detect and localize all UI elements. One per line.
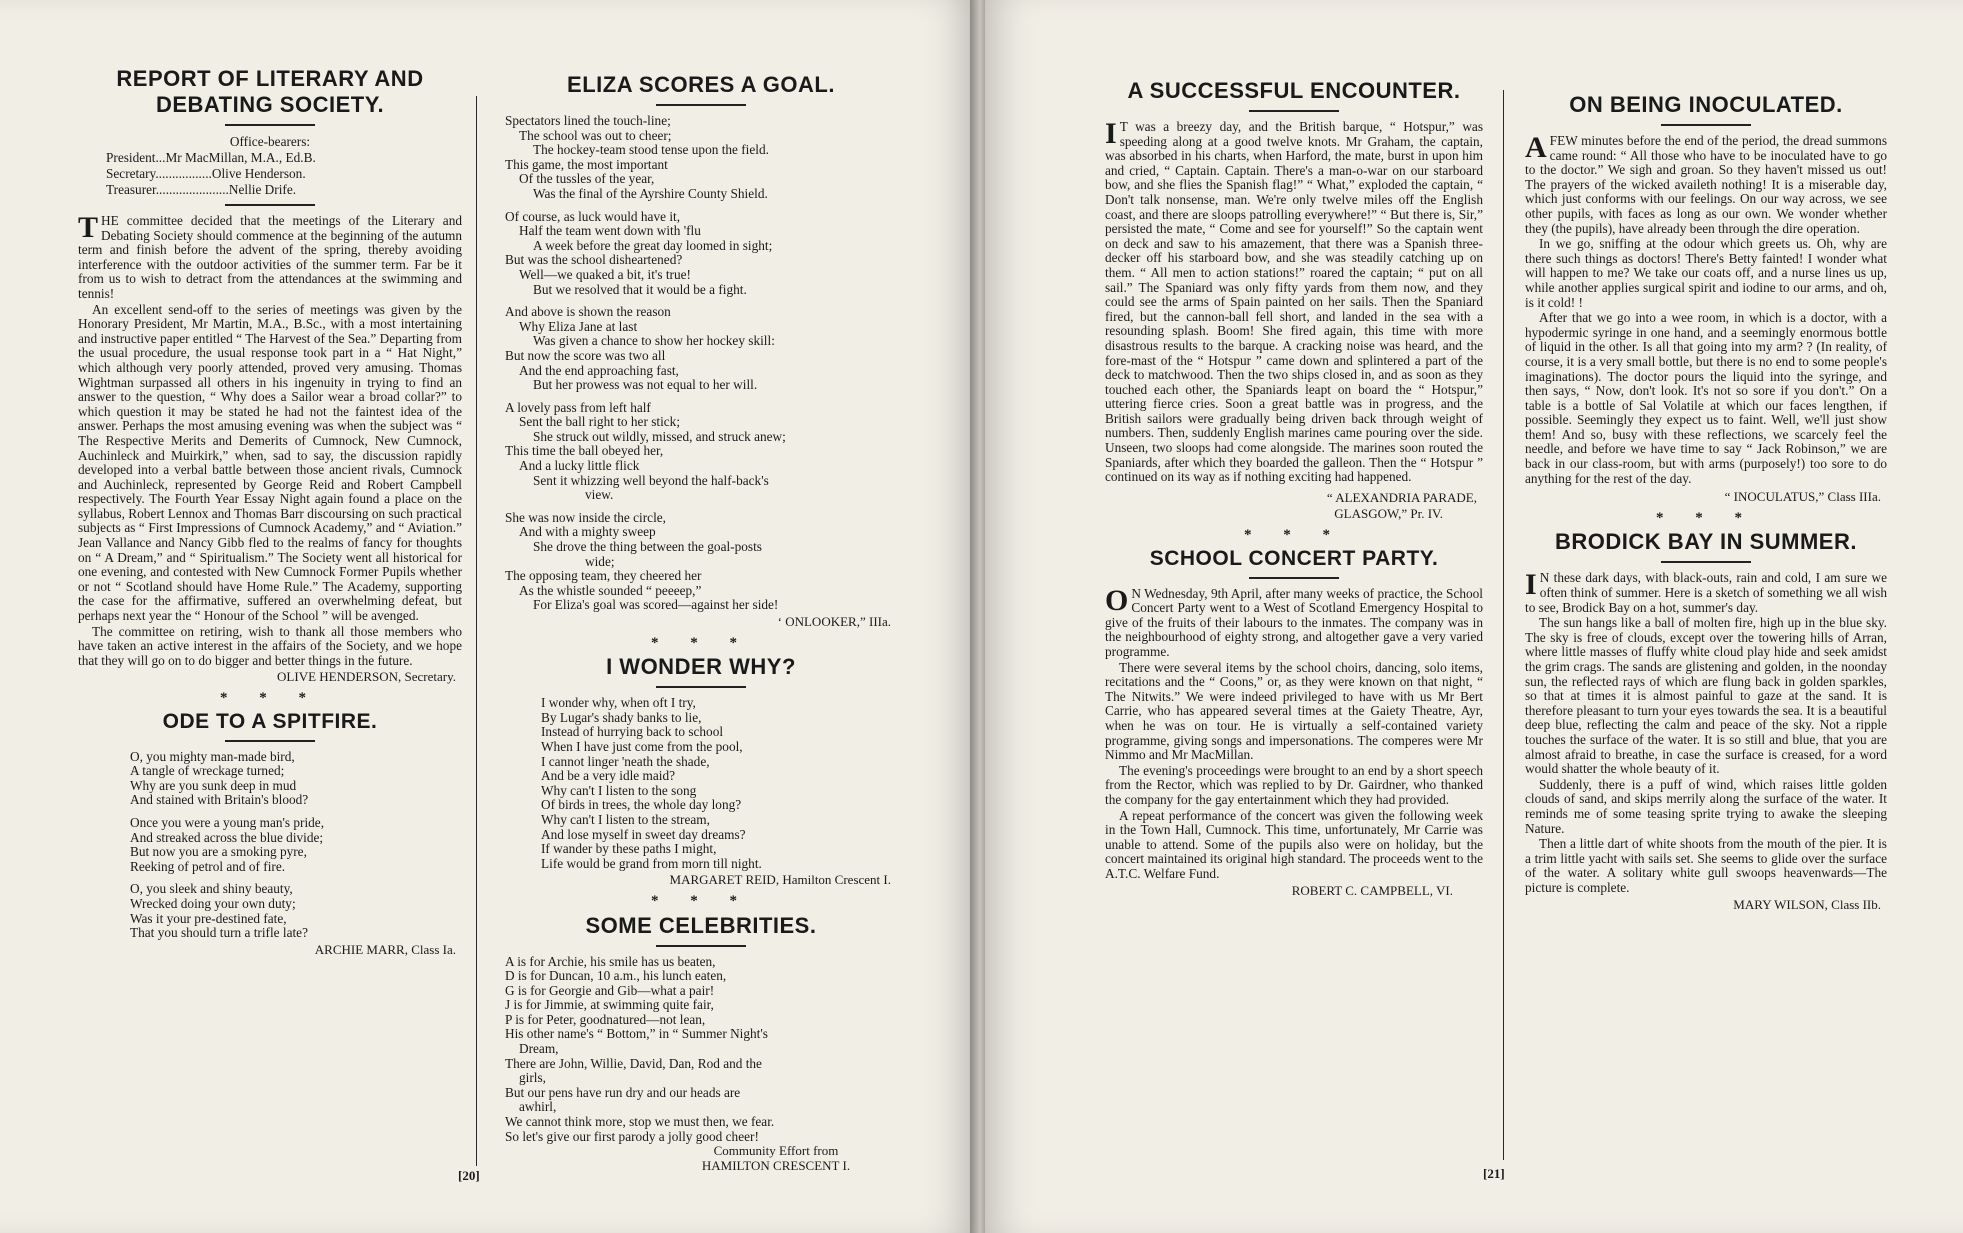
inoculated-signature: “ INOCULATUS,” Class IIIa.: [1724, 489, 1881, 505]
poem-line: This time the ball obeyed her,: [505, 443, 664, 459]
inoculated-paragraph-1: AFEW minutes before the end of the period, the dread summons came round: “ All those who have to be inoculated have to go to the doctor.” We sigh and groan. So they haven't missed us out! The prayers of the wicked availeth nothing! It is a miserable day, which just conforms with our feelings. On our way across, we see other pupils, with faces as long as our own. We wonder whether they (the pupils), have already been through the dire operation.: [1525, 131, 1887, 236]
report-title: [78, 66, 462, 118]
title-rule: [1661, 124, 1751, 126]
drop-cap: I: [1105, 117, 1117, 150]
office-bearers-label: Office-bearers:: [229, 134, 311, 149]
section-stars: * * *: [1244, 527, 1344, 544]
page-21: [985, 0, 1963, 1233]
title-rule: [1249, 110, 1339, 112]
poem-line: girls,: [519, 1070, 546, 1086]
eliza-signature: ‘ ONLOOKER,” IIIa.: [777, 614, 891, 629]
inoculated-paragraph-2: In we go, sniffing at the odour which greets us. Oh, why are there such things as doctors! There's Betty fainted! I wonder what will happen to me? We take our coats off, and a nurse lines us up, while another applies surgical spirit and iodine to our arms, and oh, is it cold! !: [1525, 236, 1887, 310]
inoculated-paragraph-3: After that we go into a wee room, in which is a doctor, with a hypodermic syringe in one hand, and a seemingly enormous bottle of liquid in the other. Is all that going into my arm? ? (In reality, of course, it is a very small bottle, but there is no end to some people's imaginations). The doctor pours the liquid into the syringe, and then says, “ Now, don't look. It's not so sore if you don't.” On a table is a bottle of Sal Volatile at which our faces lengthen, if possible. Seemingly they expect us to faint. Well, we'll just show them! And so, busy with these reflections, we scarcely feel the needle, and before we have time to say “ Jack Robinson,” we are back in our class-room, but with arms (purposely!) too sore to do anything for the rest of the day.: [1525, 310, 1887, 486]
poem-line: A lovely pass from left half: [505, 399, 651, 415]
ode-title: ODE TO A SPITFIRE.: [162, 709, 378, 733]
title-rule: [1661, 561, 1751, 563]
poem-line: Why are you sunk deep in mud: [130, 777, 297, 793]
ode-signature: ARCHIE MARR, Class Ia.: [314, 941, 456, 957]
poem-line: When I have just come from the pool,: [541, 738, 743, 754]
column-divider: [476, 96, 477, 1166]
poem-line: I wonder why, when oft I try,: [541, 695, 696, 711]
poem-line: But our pens have run dry and our heads are: [505, 1084, 741, 1100]
poem-line: And above is shown the reason: [505, 304, 671, 320]
report-paragraph-3: The committee on retiring, wish to thank all those members who have taken an active interest in the affairs of the Society, and we hope that they will go on to do bigger and better things in the future.: [78, 623, 462, 668]
poem-line: Spectators lined the touch-line;: [505, 113, 671, 128]
poem-line: And lose myself in sweet day dreams?: [541, 826, 746, 842]
poem-line: Was it your pre-destined fate,: [130, 910, 287, 926]
poem-line: The hockey-team stood tense upon the field.: [533, 142, 769, 158]
page-number-20: [20]: [458, 1168, 480, 1183]
poem-line: But was the school disheartened?: [505, 252, 683, 268]
concert-paragraph-4: A repeat performance of the concert was given the following week in the Town Hall, Cumnock. This time, unfortunately, Mr Carrie was unable to attend. Some of the pupils also were on holiday, but the concert maintained its original high standard. The proceeds went to the A.T.C. Welfare Fund.: [1105, 807, 1483, 881]
poem-line: The opposing team, they cheered her: [505, 568, 702, 584]
brodick-paragraph-2: The sun hangs like a ball of molten fire, high up in the blue sky. The sky is free of clouds, except over the towering hills of Arran, where little masses of fluffy white cloud play hide and seek amidst the grim crags. The sands are glistening and golden, in the noonday sun, the reflected rays of which are flung back in golden sparkles, so that at times it is almost painful to gaze at the sand. It is therefore pleasant to turn your eyes towards the sea. It is a beautiful deep blue, reflecting the calm and peace of the sky. Not a ripple touches the surface of the water. It is so still and blue, that you are almost afraid to breathe, in case the surface is creased, for a word would shatter the whole beauty of it.: [1525, 615, 1887, 777]
title-rule: [656, 945, 746, 947]
poem-line: Well—we quaked a bit, it's true!: [519, 266, 691, 282]
poem-line: And a lucky little flick: [519, 458, 640, 474]
drop-cap: A: [1525, 131, 1547, 164]
poem-line: awhirl,: [519, 1099, 557, 1115]
poem-line: She was now inside the circle,: [505, 509, 666, 525]
encounter-signature-2: GLASGOW,” Pr. IV.: [1334, 506, 1443, 522]
poem-line: That you should turn a trifle late?: [130, 925, 308, 941]
ode-poem: [78, 750, 462, 941]
title-rule: [656, 104, 746, 106]
poem-line: Instead of hurrying back to school: [541, 724, 724, 740]
brodick-title: BRODICK BAY IN SUMMER.: [1555, 529, 1857, 555]
title-rule: [656, 686, 746, 688]
brodick-paragraph-4: Then a little dart of white shoots from the mouth of the pier. It is a trim little yacht with sails set. She seems to glide over the surface of the water. A solitary white gull swoops heavenwards—The picture is complete.: [1525, 836, 1887, 895]
poem-line: But we resolved that it would be a fight.: [533, 281, 747, 297]
treasurer-line: Treasurer......................Nellie Drife.: [106, 182, 297, 197]
poem-line: Once you were a young man's pride,: [130, 814, 325, 830]
drop-cap: T: [78, 211, 99, 244]
poem-line: view.: [585, 487, 614, 503]
section-stars: * * *: [220, 690, 320, 706]
concert-paragraph-1: O N Wednesday, 9th April, after many weeks of practice, the School Concert Party went to a West of Scotland Emergency Hospital to give of the fruits of their labours to the inmates. The company was in the neighbourhood of eighty strong, and altogether gave a very varied programme.: [1105, 583, 1483, 659]
poem-line: But her prowess was not equal to her will.: [533, 377, 758, 393]
president-line: President...Mr MacMillan, M.A., Ed.B.: [106, 150, 316, 165]
office-bearers: [78, 134, 462, 198]
report-paragraph-1: THE committee decided that the meetings of the Literary and Debating Society should commence at the beginning of the autumn term and finish before the advent of the spring, thereby avoiding interference with the outdoor activities of the summer term. Far be it from us to wish to detract from the attendances at the swimming and tennis!: [78, 211, 462, 301]
poem-line: Sent it whizzing well beyond the half-back's: [533, 472, 769, 488]
poem-line: A week before the great day loomed in sight;: [533, 237, 773, 253]
concert-signature: ROBERT C. CAMPBELL, VI.: [1291, 882, 1453, 898]
right-column-1: [1105, 78, 1483, 898]
poem-line: J is for Jimmie, at swimming quite fair,: [505, 997, 714, 1013]
poem-line: And streaked across the blue divide;: [130, 829, 324, 845]
concert-paragraph-2: There were several items by the school choirs, dancing, solo items, recitations and the “ Coons,” or, as they were known on that night, “ The Nitwits.” We were indeed privileged to have with us Mr Bert Carrie, who has appeared several times at the Gaiety Theatre, Ayr, when he was on tour. He is virtually a self-contained variety programme, giving songs and impersonations. The comperes were Mr Nimmo and Mr MacMillan.: [1105, 659, 1483, 763]
celebrities-title: SOME CELEBRITIES.: [585, 912, 817, 938]
poem-line: G is for Georgie and Gib—what a pair!: [505, 982, 715, 998]
poem-line: D is for Duncan, 10 a.m., his lunch eaten,: [505, 968, 727, 984]
left-column-1: [78, 66, 462, 957]
section-stars: * * *: [651, 634, 751, 651]
section-stars: * * *: [1656, 509, 1756, 526]
poem-line: If wander by these paths I might,: [541, 841, 717, 857]
poem-line: wide;: [585, 553, 615, 569]
poem-line: She struck out wildly, missed, and struck anew;: [533, 428, 786, 444]
poem-line: Reeking of petrol and of fire.: [130, 858, 286, 874]
report-signature: OLIVE HENDERSON, Secretary.: [277, 669, 456, 685]
poem-line: And the end approaching fast,: [519, 362, 679, 378]
left-column-2: [505, 72, 897, 1173]
poem-line: I cannot linger 'neath the shade,: [541, 753, 710, 769]
poem-line: She drove the thing between the goal-posts: [533, 539, 762, 555]
brodick-paragraph-1: I N these dark days, with black-outs, rain and cold, I am sure we often think of summer. Here is a sketch of something we all wish to see, Brodick Bay on a hot, summer's day.: [1525, 568, 1887, 615]
section-rule: [225, 204, 315, 206]
poem-line: Of the tussles of the year,: [519, 171, 655, 187]
section-stars: * * *: [651, 892, 751, 909]
column-divider: [1503, 90, 1504, 1160]
poem-line: Half the team went down with 'flu: [519, 223, 701, 239]
brodick-paragraph-3: Suddenly, there is a puff of wind, which raises little golden clouds of sand, and skips merrily along the surface of the water. It reminds me of some teasing sprite trying to awake the sleeping Nature.: [1525, 776, 1887, 836]
report-paragraph-2: An excellent send-off to the series of meetings was given by the Honorary President, Mr Martin, M.A., B.Sc., with a most intertaining and instructive paper entitled “ The Harvest of the Sea.” Departing from the usual procedure, the usual response took part in a “ Hat Night,” which although very poorly attended, proved very amusing. Thomas Wightman surpassed all others in his ingenuity in trying to find an answer to the question, “ Why does a Sailor wear a broad collar?” to which question it may be stated he had not the faintest idea of the answer. Perhaps the most amusing evening was when the subject was “ The Respective Merits and Demerits of Cumnock, New Cumnock, Auchinleck and Muirkirk,” when, sad to say, the discussion rapidly developed into a verbal battle between those ancient rivals, Cumnock and Auchinleck, represented by George Reid and Robert Campbell respectively. The Fourth Year Essay Night again found a place on the syllabus, Robert Lennox and Thomas Barr discoursing on such practical subjects as “ First Impressions of Cumnock Academy,” and “ Aviation.” Jean Vallance and Nancy Gibb fled to the realms of fancy for thoughts on “ A Dream,” and “ Spiritualism.” The Society went all historical for one evening, and contested with New Cumnock Former Pupils whether or not “ Scotland should have Home Rule.” The Academy, supporting the case for the affirmative, suffered an overwhelming defeat, but perhaps next year the “ Honour of the School ” will be avenged.: [78, 301, 462, 624]
encounter-title: A SUCCESSFUL ENCOUNTER.: [1127, 78, 1461, 103]
poem-line: And with a mighty sweep: [519, 524, 656, 540]
poem-line: So let's give our first parody a jolly good cheer!: [505, 1128, 759, 1144]
celebrities-signature-2: HAMILTON CRESCENT I.: [701, 1157, 851, 1173]
report-title-line2: DEBATING SOCIETY.: [155, 92, 385, 117]
poem-line: Life would be grand from morn till night.: [541, 855, 762, 871]
poem-line: There are John, Willie, David, Dan, Rod and the: [505, 1055, 762, 1071]
poem-line: Was the final of the Ayrshire County Shield.: [533, 185, 768, 201]
concert-title: SCHOOL CONCERT PARTY.: [1149, 546, 1439, 570]
poem-line: Sent the ball right to her stick;: [519, 414, 681, 430]
page-number-21: [21]: [1483, 1166, 1505, 1181]
drop-cap: O: [1105, 583, 1129, 617]
poem-line: Why can't I listen to the song: [541, 782, 697, 798]
poem-line: Of birds in trees, the whole day long?: [541, 797, 742, 813]
celebrities-signature-1: Community Effort from: [713, 1143, 839, 1159]
poem-line: We cannot think more, stop we must then, we fear.: [505, 1114, 775, 1130]
poem-line: Was given a chance to show her hockey skill:: [533, 333, 775, 349]
poem-line: P is for Peter, goodnatured—not lean,: [505, 1011, 706, 1027]
poem-line: Of course, as luck would have it,: [505, 208, 681, 224]
poem-line: Why Eliza Jane at last: [519, 318, 638, 334]
poem-line: Dream,: [519, 1041, 559, 1057]
poem-line: His other name's “ Bottom,” in “ Summer Night's: [505, 1026, 768, 1042]
poem-line: And stained with Britain's blood?: [130, 792, 309, 808]
celebrities-poem: [505, 955, 897, 1145]
poem-line: Wrecked doing your own duty;: [130, 895, 296, 911]
page-20: [0, 0, 975, 1233]
brodick-signature: MARY WILSON, Class IIb.: [1733, 896, 1881, 912]
poem-line: The school was out to cheer;: [519, 127, 672, 143]
poem-line: O, you mighty man-made bird,: [130, 748, 295, 764]
title-rule: [225, 124, 315, 126]
poem-line: A is for Archie, his smile has us beaten,: [505, 953, 716, 969]
report-title-line1: REPORT OF LITERARY AND: [116, 66, 424, 91]
encounter-signature-1: “ ALEXANDRIA PARADE,: [1326, 489, 1477, 505]
wonder-title: I WONDER WHY?: [606, 654, 796, 680]
poem-line: For Eliza's goal was scored—against her side!: [533, 597, 779, 613]
poem-line: But now you are a smoking pyre,: [130, 844, 307, 860]
poem-line: And be a very idle maid?: [541, 768, 676, 784]
wonder-poem: [505, 696, 897, 871]
poem-line: As the whistle sounded “ peeeep,”: [519, 582, 702, 598]
title-rule: [1249, 577, 1339, 579]
poem-line: By Lugar's shady banks to lie,: [541, 709, 702, 725]
poem-line: This game, the most important: [505, 156, 668, 172]
poem-line: O, you sleek and shiny beauty,: [130, 881, 293, 897]
poem-line: A tangle of wreckage turned;: [130, 763, 285, 779]
inoculated-title: ON BEING INOCULATED.: [1569, 92, 1843, 117]
eliza-title: ELIZA SCORES A GOAL.: [567, 72, 835, 97]
concert-paragraph-3: The evening's proceedings were brought to an end by a short speech from the Rector, which was replied to by Dr. Gairdner, who thanked the company for the gay entertainment which they had provided.: [1105, 762, 1483, 807]
right-column-2: [1525, 92, 1887, 912]
encounter-text: I T was a breezy day, and the British barque, “ Hotspur,” was speeding along at a good twelve knots. Mr Graham, the captain, was absorbed in his charts, when Harford, the mate, burst in upon him and cried, “ Captain. Captain. There's a man-o-war on our starboard bow, and she flies the Spanish flag!” “ What,” exploded the captain, “ Don't talk nonsense, man. We're only twelve miles off the English coast, and there are sloops patrolling everywhere!” “ But there is, Sir,” persisted the mate, “ Come and see for yourself!” So the captain went on deck and saw to his amazement, that there was a Spanish three-decker off his starboard bow, and she was steadily catching up on them. “ All men to action stations!” roared the captain; “ put on all sail.” The Spaniard was only fifty yards from them now, and they could see the arms of Spain painted on her sails. Then the Spaniard fired, but the cannon-ball fell short, and landed in the sea with a resounding splash. Boom! She fired again, this time with more disastrous results to the barque. A cracking noise was heard, and the fore-mast of the “ Hotspur ” came down and splintered a part of the deck to matchwood. Then the two ships closed in, and as soon as they touched each other, the Spaniards leapt on board the “ Hotspur,” uttering fierce cries. Soon a great battle was in progress, and the British sailors were gradually being driven back through weight of numbers. Then, suddenly English marines came pouring over the side. Unseen, two sloops had come alongside. The marines soon routed the Spaniards, after which they boarded the galleon. Then the “ Hotspur ” continued on its way as if nothing exciting had happened.: [1105, 117, 1483, 485]
eliza-poem: [505, 114, 897, 613]
drop-cap: I: [1525, 568, 1537, 602]
title-rule: [225, 740, 315, 742]
secretary-line: Secretary.................Olive Henderson.: [106, 166, 306, 181]
wonder-signature: MARGARET REID, Hamilton Crescent I.: [669, 872, 891, 888]
poem-line: Why can't I listen to the stream,: [541, 811, 710, 827]
poem-line: But now the score was two all: [505, 347, 666, 363]
